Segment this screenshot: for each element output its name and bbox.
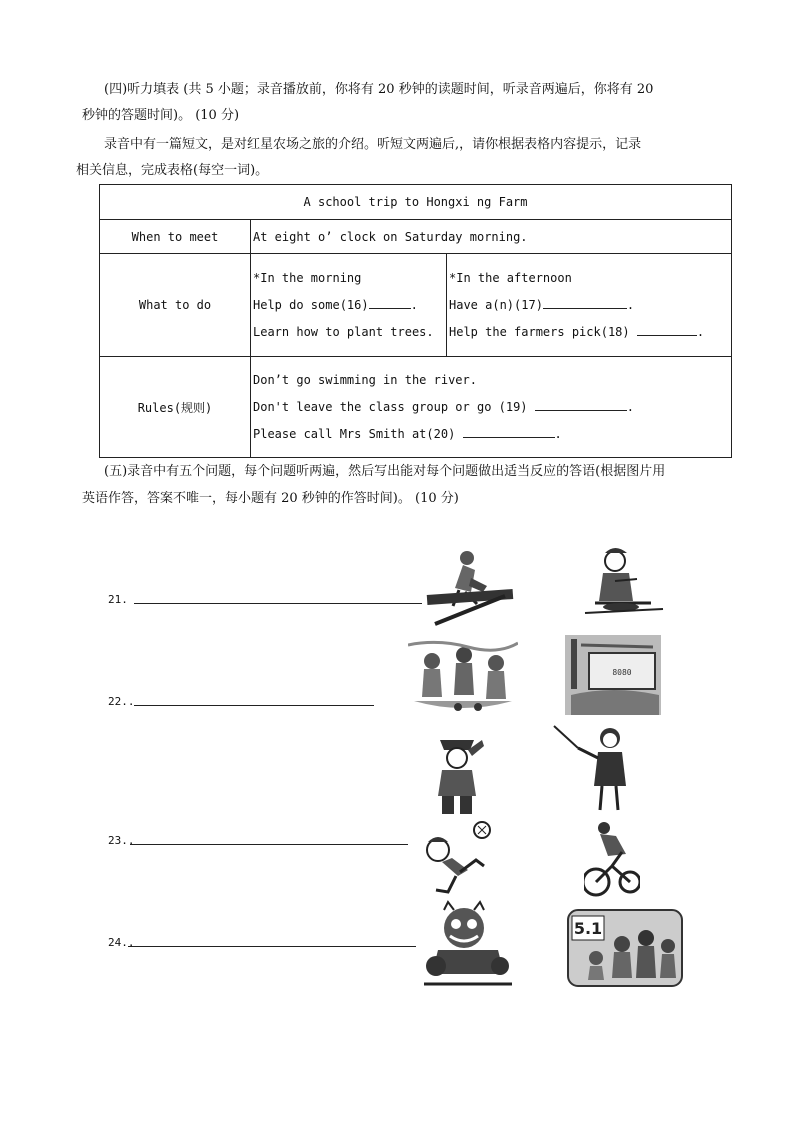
what-label: What to do [100,254,251,357]
answer-line-23[interactable] [130,844,408,845]
rule3: Please call Mrs Smith at(20) . [253,426,562,441]
afternoon-head: *In the afternoon [449,270,572,285]
question-21-number: 21. [108,593,128,606]
rule2: Don't leave the class group or go (19) . [253,399,634,414]
section4-heading-line1: (四)听力填表 (共 5 小题；录音播放前，你将有 20 秒钟的读题时间，听录音两遍后，你将有 20 [104,82,654,97]
section4-intro-line2: 相关信息，完成表格(每空一词)。 [76,163,269,178]
section4-intro-line1: 录音中有一篇短文，是对红星农场之旅的介绍。听短文两遍后,，请你根据表格内容提示，记录 [104,137,642,152]
blank-18[interactable] [637,324,697,336]
boy-playing-football-picture [418,820,494,898]
question-23-number: 23.. [108,834,135,847]
question-22-number: 22.. [108,695,135,708]
police-officer-saluting-picture [422,730,492,818]
lion-dance-picture [418,900,518,990]
morning-line1: Help do some(16) . [253,297,418,312]
section5-heading-line1: (五)录音中有五个问题，每个问题听两遍，然后写出能对每个问题做出适当反应的答语(根据图片用 [104,464,666,479]
morning-head: *In the morning [253,270,362,285]
girl-sitting-on-log-picture [425,548,515,626]
answer-line-24[interactable] [128,946,416,947]
may-day-holiday-picture [566,908,684,988]
rules-label: Rules(规则) [100,357,251,458]
table-title: A school trip to Hongxi ng Farm [100,185,732,220]
afternoon-line2: Help the farmers pick(18) . [449,324,705,339]
section4-heading-line2: 秒钟的答题时间)。 (10 分) [82,108,240,123]
rule1: Don’t go swimming in the river. [253,372,477,387]
afternoon-cell [447,254,732,357]
svg-text:5.1: 5.1 [573,919,603,938]
svg-text:8080: 8080 [612,668,632,677]
morning-cell [251,254,447,357]
answer-line-21[interactable] [134,603,422,604]
morning-line2: Learn how to plant trees. [253,324,434,339]
question-24-number: 24.. [108,936,135,949]
when-value: At eight o’ clock on Saturday morning. [251,220,732,254]
blank-17[interactable] [543,297,627,309]
blank-20[interactable] [463,426,555,438]
family-picnic-picture [408,635,518,717]
blank-19[interactable] [535,399,627,411]
girl-cooking-picture [575,545,667,620]
trip-table [99,184,732,458]
blank-16[interactable] [369,297,411,309]
teacher-with-pointer-picture [552,722,636,814]
answer-line-22[interactable] [134,705,374,706]
when-label: When to meet [100,220,251,254]
rules-cell [251,357,732,458]
section5-heading-line2: 英语作答，答案不唯一，每小题有 20 秒钟的作答时间)。 (10 分) [82,491,459,506]
afternoon-line1: Have a(n)(17) . [449,297,635,312]
museum-exhibit-picture [563,633,663,717]
cyclist-picture [584,820,640,900]
